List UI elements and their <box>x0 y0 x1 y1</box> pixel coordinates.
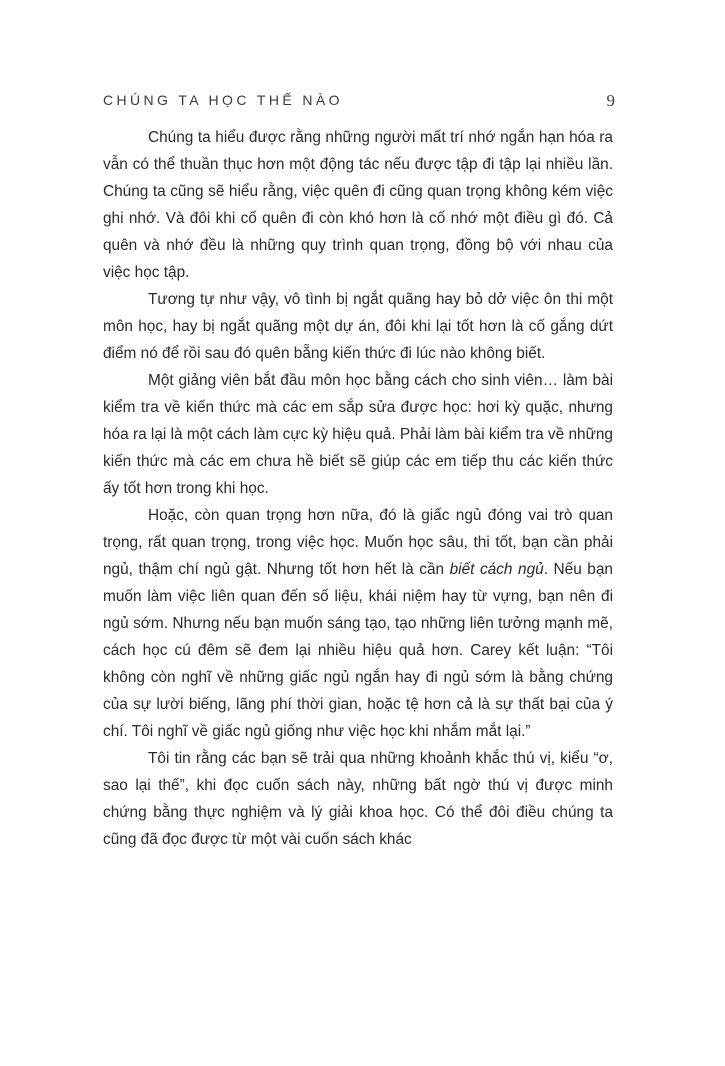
paragraph-4-emphasis: biết cách ngủ <box>449 561 544 578</box>
paragraph-4-text-a: Hoặc, còn quan trọng hơn nữa, đó là giấc ngủ đóng vai trò quan trọng, rất quan trọng, trong việc học. Muốn học sâu, thi tốt, bạn cần phải ngủ, thậm chí ngủ gật. Nhưng tốt hơn hết là cần <box>103 507 613 578</box>
paragraph-5: Tôi tin rằng các bạn sẽ trải qua những khoảnh khắc thú vị, kiểu “ơ, sao lại thế”, khi đọc cuốn sách này, những bất ngờ thú vị được minh chứng bằng thực nghiệm và lý giải khoa học. Có thể đôi điều chúng ta cũng đã đọc được từ một vài cuốn sách khác <box>103 750 613 848</box>
running-header <box>103 92 615 114</box>
page-number: 9 <box>606 91 615 110</box>
paragraph-4-text-b: . Nếu bạn muốn làm việc liên quan đến số liệu, khái niệm hay từ vựng, bạn nên đi ngủ sớm. Nhưng nếu bạn muốn sáng tạo, tạo những liên tưởng mạnh mẽ, cách học cú đêm sẽ đem lại nhiều hiệu quả hơn. Carey kết luận: “Tôi không còn nghĩ về những giấc ngủ ngắn hay đi ngủ sớm là bằng chứng của sự lười biếng, lãng phí thời gian, hoặc tệ hơn cả là sự thất bại của ý chí. Tôi nghĩ về giấc ngủ giống như việc học khi nhắm mắt lại.” <box>103 561 613 740</box>
running-title: CHÚNG TA HỌC THẾ NÀO <box>103 92 343 108</box>
body-text <box>103 124 613 853</box>
paragraph-1: Chúng ta hiểu được rằng những người mất trí nhớ ngắn hạn hóa ra vẫn có thể thuần thục hơn một động tác nếu được tập đi tập lại nhiều lần. Chúng ta cũng sẽ hiểu rằng, việc quên đi cũng quan trọng không kém việc ghi nhớ. Và đôi khi cố quên đi còn khó hơn là cố nhớ một điều gì đó. Cả quên và nhớ đều là những quy trình quan trọng, đồng bộ với nhau của việc học tập. <box>103 129 613 281</box>
paragraph-4 <box>103 502 613 745</box>
paragraph-3: Một giảng viên bắt đầu môn học bằng cách cho sinh viên… làm bài kiểm tra về kiến thức mà các em sắp sửa được học: hơi kỳ quặc, nhưng hóa ra lại là một cách làm cực kỳ hiệu quả. Phải làm bài kiểm tra về những kiến thức mà các em chưa hề biết sẽ giúp các em tiếp thu các kiến thức ấy tốt hơn trong khi học. <box>103 372 613 497</box>
paragraph-2: Tương tự như vậy, vô tình bị ngắt quãng hay bỏ dở việc ôn thi một môn học, hay bị ngắt quãng một dự án, đôi khi lại tốt hơn là cố gắng dứt điểm nó để rồi sau đó quên bẵng kiến thức đi lúc nào không biết. <box>103 291 613 362</box>
